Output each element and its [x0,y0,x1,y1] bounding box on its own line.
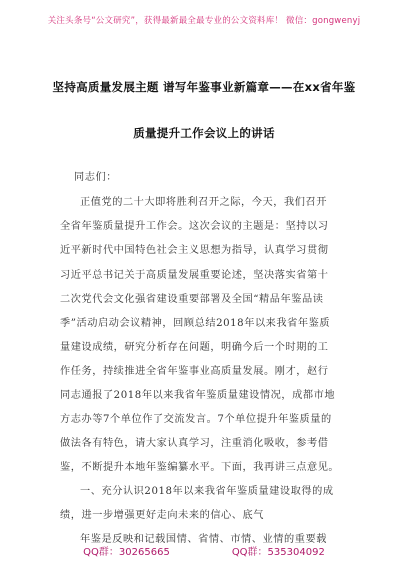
footer [0,543,408,558]
footer-qq-group-2: QQ群：535304092 [231,547,325,558]
body-line: 近平新时代中国特色社会主义思想为指导，认真学习贯彻 [60,245,329,256]
body-line: 作任务，持续推进全省年鉴事业高质量发展。刚才，赵行 [60,366,329,377]
body-line: 做法各有特色，请大家认真学习，注重消化吸收，参考借 [60,438,329,449]
section-heading-line: 绩，进一步增强更好走向未来的信心、底气 [60,510,265,521]
salutation: 同志们： [74,172,117,183]
header-banner-text: 关注头条号“公文研究”，获得最新最全最专业的公文资料库！ 微信：gongwenyj [47,16,361,26]
body-line: 同志通报了2018年以来我省年鉴质量建设情况，成都市地 [60,390,336,401]
header-banner [0,0,408,40]
body-line: 方志办等7个单位作了交流发言。7个单位提升年鉴质量的 [60,414,332,425]
body-line: 年鉴是反映和记载国情、省情、市情、业情的重要载 [80,534,327,545]
body-line: 全省年鉴质量提升工作会。这次会议的主题是：坚持以习 [60,221,329,232]
body-line: 二次党代会文化强省建设重要部署及全国“精品年鉴品读 [60,294,324,305]
body-line: 季”活动启动会议精神，回顾总结2018年以来我省年鉴质 [60,318,331,329]
document-title-line-2: 质量提升工作会议上的讲话 [133,126,275,140]
body-line: 正值党的二十大即将胜利召开之际，今天，我们召开 [80,197,327,208]
document-title-line-1: 坚持高质量发展主题 谱写年鉴事业新篇章——在xx省年鉴 [52,80,356,94]
body-line: 量建设成绩，研究分析存在问题，明确今后一个时期的工 [60,342,329,353]
section-heading-line: 一、充分认识2018年以来我省年鉴质量建设取得的成 [80,486,334,497]
footer-qq-group-1: QQ群：30265665 [83,547,170,558]
body-line: 鉴，不断提升本地年鉴编纂水平。下面，我再讲三点意见。 [60,462,340,473]
body-line: 习近平总书记关于高质量发展重要论述，坚决落实省第十 [60,270,329,281]
